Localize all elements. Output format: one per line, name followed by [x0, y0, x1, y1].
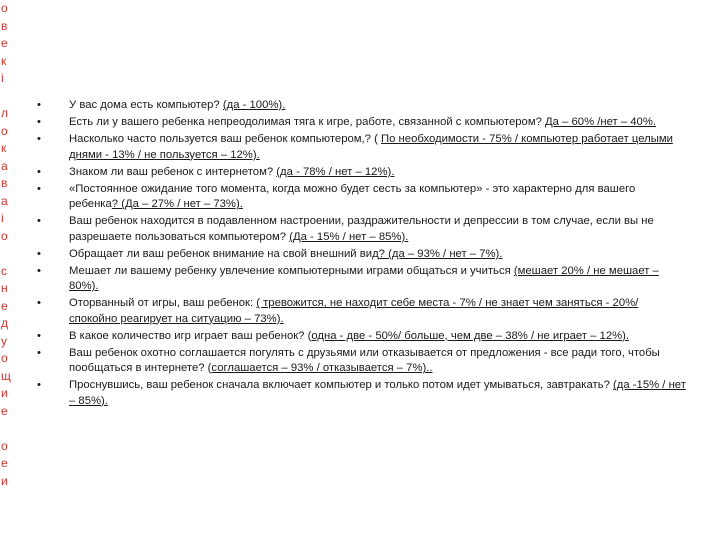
- survey-question: Оторванный от игры, ваш ребенок:: [69, 297, 257, 310]
- survey-item: [34, 296, 686, 326]
- survey-item: [34, 329, 686, 344]
- bullet-icon: •: [37, 183, 41, 196]
- survey-item: [34, 346, 686, 376]
- left-edge-letter: і: [1, 71, 4, 85]
- left-edge-red-text: [0, 0, 14, 540]
- bullet-icon: •: [37, 247, 41, 260]
- left-edge-letter: [0, 88, 14, 106]
- survey-question: Ваш ребенок охотно соглашается погулять с друзьями или отказывается от предложения - все ради того, чтобы пообщаться в интернете? (: [69, 347, 660, 375]
- left-edge-letter: д: [1, 316, 9, 330]
- left-edge-letter: е: [1, 298, 8, 313]
- bullet-icon: •: [37, 379, 41, 392]
- survey-item: [34, 98, 686, 113]
- left-edge-letter: у: [1, 333, 7, 348]
- survey-question: Есть ли у вашего ребенка непреодолимая тяга к игре, работе, связанной с компьютером?: [69, 116, 546, 129]
- bullet-icon: •: [37, 99, 41, 111]
- left-edge-letter: о: [1, 228, 8, 243]
- survey-item: [34, 247, 686, 262]
- survey-answer: По необходимости - 75% / компьютер работает целыми днями - 13% / не пользуется – 12%).: [69, 133, 673, 161]
- survey-question: Мешает ли вашему ребенку увлечение компьютерными играми общаться и учиться: [69, 265, 514, 278]
- left-edge-letter: л: [1, 106, 9, 120]
- survey-answer: ? (да – 93% / нет – 7%).: [378, 247, 503, 260]
- survey-question: Ваш ребенок находится в подавленном настроении, раздражительности и депрессии в том случае, если вы не разрешаете пользоваться компьютером?: [69, 215, 654, 243]
- survey-item: [34, 264, 686, 294]
- survey-item: [34, 182, 686, 212]
- survey-item: [34, 115, 686, 130]
- left-edge-letter: к: [1, 141, 7, 155]
- survey-answer: соглашается – 93% / отказывается – 7%)..: [211, 362, 433, 375]
- left-edge-letter: и: [1, 473, 8, 488]
- bullet-icon: •: [37, 329, 41, 342]
- survey-question: Проснувшись, ваш ребенок сначала включает компьютер и только потом идет умываться, завтракать?: [69, 379, 613, 392]
- survey-answer: (да -15% / нет – 85%).: [69, 379, 686, 407]
- left-edge-letter: о: [1, 1, 8, 15]
- bullet-icon: •: [37, 215, 41, 228]
- left-edge-letter: о: [1, 438, 8, 453]
- survey-item: [34, 214, 686, 244]
- survey-question: В какое количество игр играет ваш ребенок? (: [69, 329, 312, 342]
- left-edge-letter: щ: [1, 368, 11, 383]
- survey-item: [34, 378, 686, 408]
- bullet-icon: •: [37, 297, 41, 310]
- left-edge-letter: с: [1, 263, 7, 278]
- bullet-icon: •: [37, 133, 41, 146]
- left-edge-letter: а: [1, 193, 8, 208]
- survey-question: У вас дома есть компьютер?: [69, 99, 223, 111]
- survey-question: Знаком ли ваш ребенок с интернетом?: [69, 165, 277, 178]
- survey-answer: Да – 60% /нет – 40%.: [545, 116, 657, 129]
- left-edge-letter: е: [1, 456, 8, 470]
- bullet-icon: •: [37, 265, 41, 278]
- survey-answer: (да - 78% / нет – 12%).: [276, 165, 395, 178]
- left-edge-letter: в: [1, 176, 8, 190]
- left-edge-letter: в: [1, 18, 8, 33]
- survey-answer: ( тревожится, не находит себе места - 7% / не знает чем заняться - 20%/ спокойно реагирует на ситуацию – 73%).: [69, 297, 639, 325]
- survey-answer: (Да - 15% / нет – 85%).: [289, 230, 409, 243]
- left-edge-letter: е: [1, 36, 8, 50]
- left-edge-letter: [0, 245, 14, 263]
- survey-item: [34, 132, 686, 162]
- survey-answer: одна - две - 50%/ больше, чем две – 38% / не играет – 12%).: [311, 329, 630, 342]
- left-edge-letter: [0, 420, 14, 438]
- bullet-icon: •: [37, 165, 41, 178]
- left-edge-letter: и: [1, 386, 8, 400]
- left-edge-letter: а: [1, 158, 8, 173]
- survey-question: Обращает ли ваш ребенок внимание на свой внешний вид: [69, 247, 379, 260]
- left-edge-letter: о: [1, 351, 8, 365]
- left-edge-letter: е: [1, 403, 8, 418]
- survey-answer: (мешает 20% / не мешает – 80%).: [69, 265, 659, 293]
- left-edge-letter: к: [1, 53, 7, 68]
- survey-question: «Постоянное ожидание того момента, когда можно будет сесть за компьютер» - это характерно для вашего ребенка: [69, 183, 636, 211]
- bullet-icon: •: [37, 116, 41, 129]
- left-edge-letter: н: [1, 281, 8, 295]
- bullet-icon: •: [37, 347, 41, 360]
- survey-item: [34, 165, 686, 180]
- survey-results-list: [34, 98, 686, 411]
- left-edge-letter: і: [1, 211, 4, 225]
- survey-answer: ? (Да – 27% / нет – 73%).: [111, 198, 243, 211]
- survey-answer: (да - 100%).: [222, 99, 286, 111]
- left-edge-letter: о: [1, 123, 8, 138]
- survey-question: Насколько часто пользуется ваш ребенок компьютером,? (: [69, 133, 382, 146]
